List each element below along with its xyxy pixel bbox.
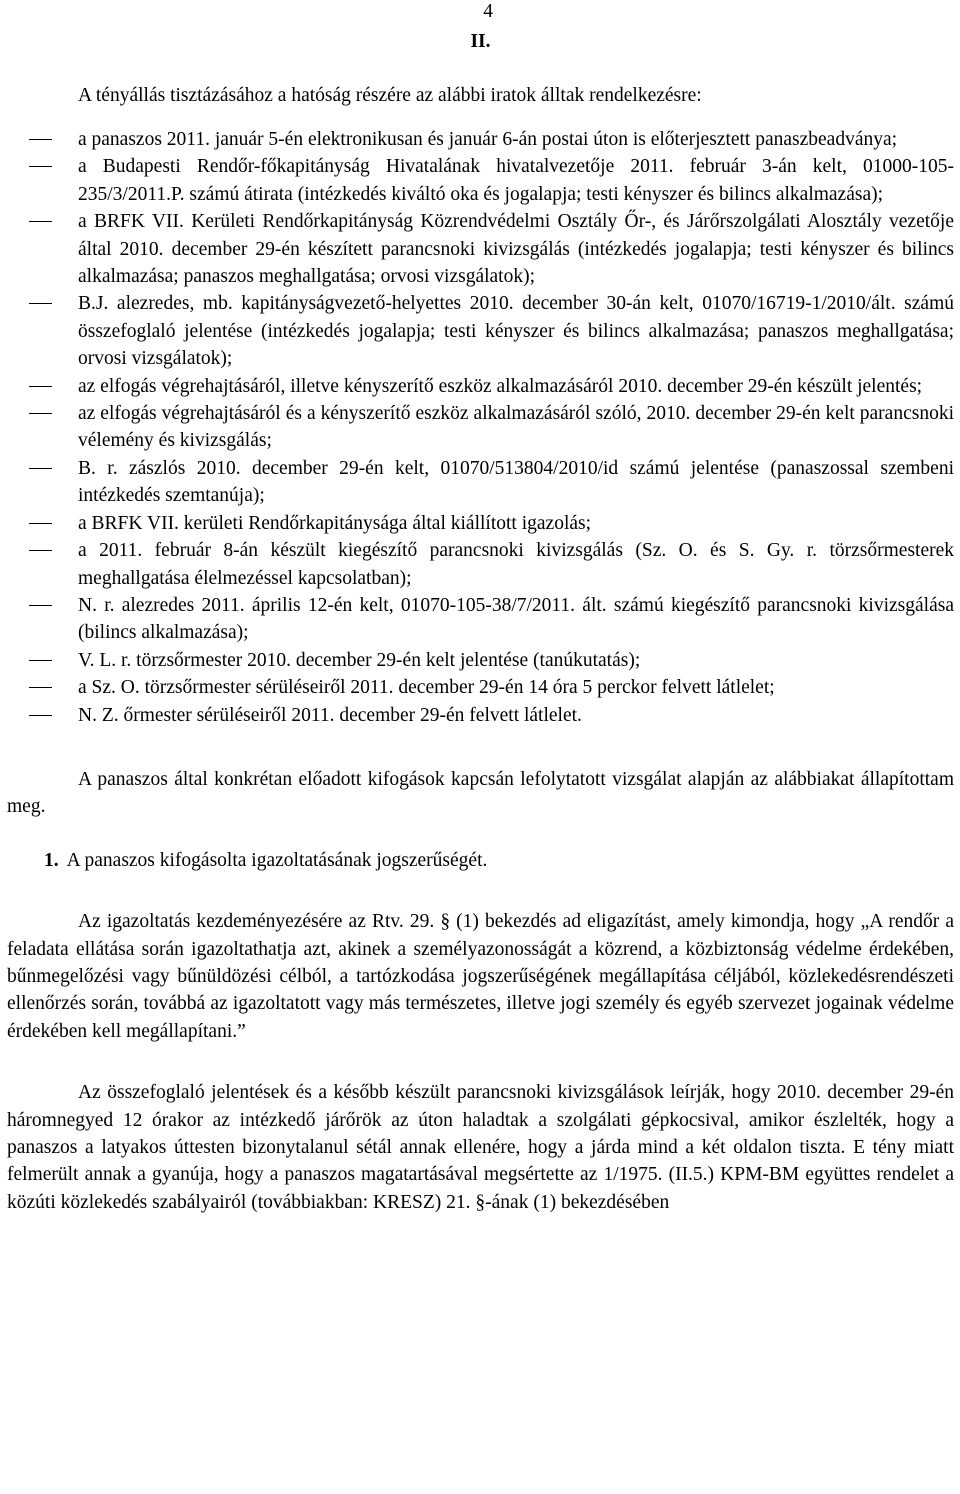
finding-text: A panaszos kifogásolta igazoltatásának jogszerűségét. <box>66 849 488 871</box>
summary-paragraph: A panaszos által konkrétan előadott kifogások kapcsán lefolytatott vizsgálat alapján az alábbiakat állapítottam meg. <box>7 768 954 818</box>
dash-bullet-icon <box>29 221 52 222</box>
list-item <box>7 400 954 455</box>
list-item-text: a Budapesti Rendőr-főkapitányság Hivatalának hivatalvezetője 2011. február 3-án kelt, 01000-105-235/3/2011.P. számú átirata (intézkedés kiváltó oka és jogalapja; testi kényszer és bilincs alkalmazása); <box>78 156 954 205</box>
list-item <box>7 647 954 674</box>
document-list <box>7 126 954 729</box>
list-item-text: B.J. alezredes, mb. kapitányságvezető-helyettes 2010. december 30-án kelt, 01070/16719-1/2010/ált. számú összefoglaló jelentése (intézkedés jogalapja; testi kényszer és bilincs alkalmazása; panaszos meghallgatása; orvosi vizsgálatok); <box>78 293 954 370</box>
dash-bullet-icon <box>29 468 52 469</box>
list-item <box>7 592 954 647</box>
list-item <box>7 674 954 701</box>
dash-bullet-icon <box>29 413 52 414</box>
dash-bullet-icon <box>29 660 52 661</box>
list-item <box>7 290 954 372</box>
dash-bullet-icon <box>29 523 52 524</box>
list-item <box>7 702 954 729</box>
dash-bullet-icon <box>29 139 52 140</box>
dash-bullet-icon <box>29 687 52 688</box>
dash-bullet-icon <box>29 386 52 387</box>
list-item <box>7 153 954 208</box>
page-number: 4 <box>483 1 493 22</box>
dash-bullet-icon <box>29 166 52 167</box>
intro-paragraph: A tényállás tisztázásához a hatóság részére az alábbi iratok álltak rendelkezésre: <box>78 85 702 106</box>
finding-number: 1. <box>44 849 59 871</box>
list-item-text: V. L. r. törzsőrmester 2010. december 29-én kelt jelentése (tanúkutatás); <box>78 649 641 671</box>
list-item-text: a BRFK VII. Kerületi Rendőrkapitányság Közrendvédelmi Osztály Őr-, és Járőrszolgálati Alosztály vezetője által 2010. december 29-én készített parancsnoki kivizsgálás (intézkedés jogalapja; testi kényszer és bilincs alkalmazása; panaszos meghallgatása; orvosi vizsgálatok); <box>78 211 954 288</box>
list-item <box>7 373 954 400</box>
list-item-text: N. r. alezredes 2011. április 12-én kelt, 01070-105-38/7/2011. ált. számú kiegészítő parancsnoki kivizsgálása (bilincs alkalmazása); <box>78 594 954 644</box>
dash-bullet-icon <box>29 303 52 304</box>
legal-paragraph: Az igazoltatás kezdeményezésére az Rtv. 29. § (1) bekezdés ad eligazítást, amely kimondja, hogy „A rendőr a feladata ellátása során igazoltathatja azt, akinek a személyazonosságát a közrend, a közbiztonság védelme érdekében, bűnmegelőzési vagy bűnüldözési célból, a tartózkodása jogszerűségének megállapítása céljából, közlekedésrendészeti ellenőrzés során, továbbá az igazoltatott vagy más természetes, illetve jogi személy és egyéb szervezet jogainak védelme érdekében kell megállapítani.” <box>7 911 954 1042</box>
numbered-finding <box>7 847 954 874</box>
list-item <box>7 208 954 290</box>
list-item <box>7 455 954 510</box>
list-item <box>7 537 954 592</box>
list-item-text: a panaszos 2011. január 5-én elektronikusan és január 6-án postai úton is előterjesztett panaszbeadványa; <box>78 129 898 150</box>
list-item <box>7 126 954 153</box>
list-item-text: az elfogás végrehajtásáról, illetve kényszerítő eszköz alkalmazásáról 2010. december 29-én készült jelentés; <box>78 375 923 397</box>
list-item-text: a Sz. O. törzsőrmester sérüléseiről 2011. december 29-én 14 óra 5 perckor felvett látlelet; <box>78 677 775 699</box>
list-item-text: a BRFK VII. kerületi Rendőrkapitánysága által kiállított igazolás; <box>78 512 592 534</box>
list-item-text: a 2011. február 8-án készült kiegészítő parancsnoki kivizsgálás (Sz. O. és S. Gy. r. törzsőrmesterek meghallgatása élelmezéssel kapcsolatban); <box>78 540 954 589</box>
list-item-text: N. Z. őrmester sérüléseiről 2011. december 29-én felvett látlelet. <box>78 704 582 726</box>
dash-bullet-icon <box>29 715 52 716</box>
dash-bullet-icon <box>29 605 52 606</box>
findings-paragraph: Az összefoglaló jelentések és a később készült parancsnoki kivizsgálások leírják, hogy 2010. december 29-én háromnegyed 12 órakor az intézkedő járőrök az úton haladtak a szolgálati gépkocsival, amikor észlelték, hogy a panaszos a latyakos úttesten bizonytalanul sétál annak ellenére, hogy a járda mind a két oldalon tiszta. E tény miatt felmerült annak a gyanúja, hogy a panaszos magatartásával megsértette az 1/1975. (II.5.) KPM-BM együttes rendelet a közúti közlekedés szabályairól (továbbiakban: KRESZ) 21. §-ának (1) bekezdésében <box>7 1082 954 1213</box>
list-item-text: az elfogás végrehajtásáról és a kényszerítő eszköz alkalmazásáról szóló, 2010. december 29-én kelt parancsnoki vélemény és kivizsgálás; <box>78 403 954 452</box>
list-item <box>7 510 954 537</box>
section-heading: II. <box>470 31 491 52</box>
list-item-text: B. r. zászlós 2010. december 29-én kelt, 01070/513804/2010/id számú jelentése (panaszossal szembeni intézkedés szemtanúja); <box>78 457 954 507</box>
dash-bullet-icon <box>29 550 52 551</box>
